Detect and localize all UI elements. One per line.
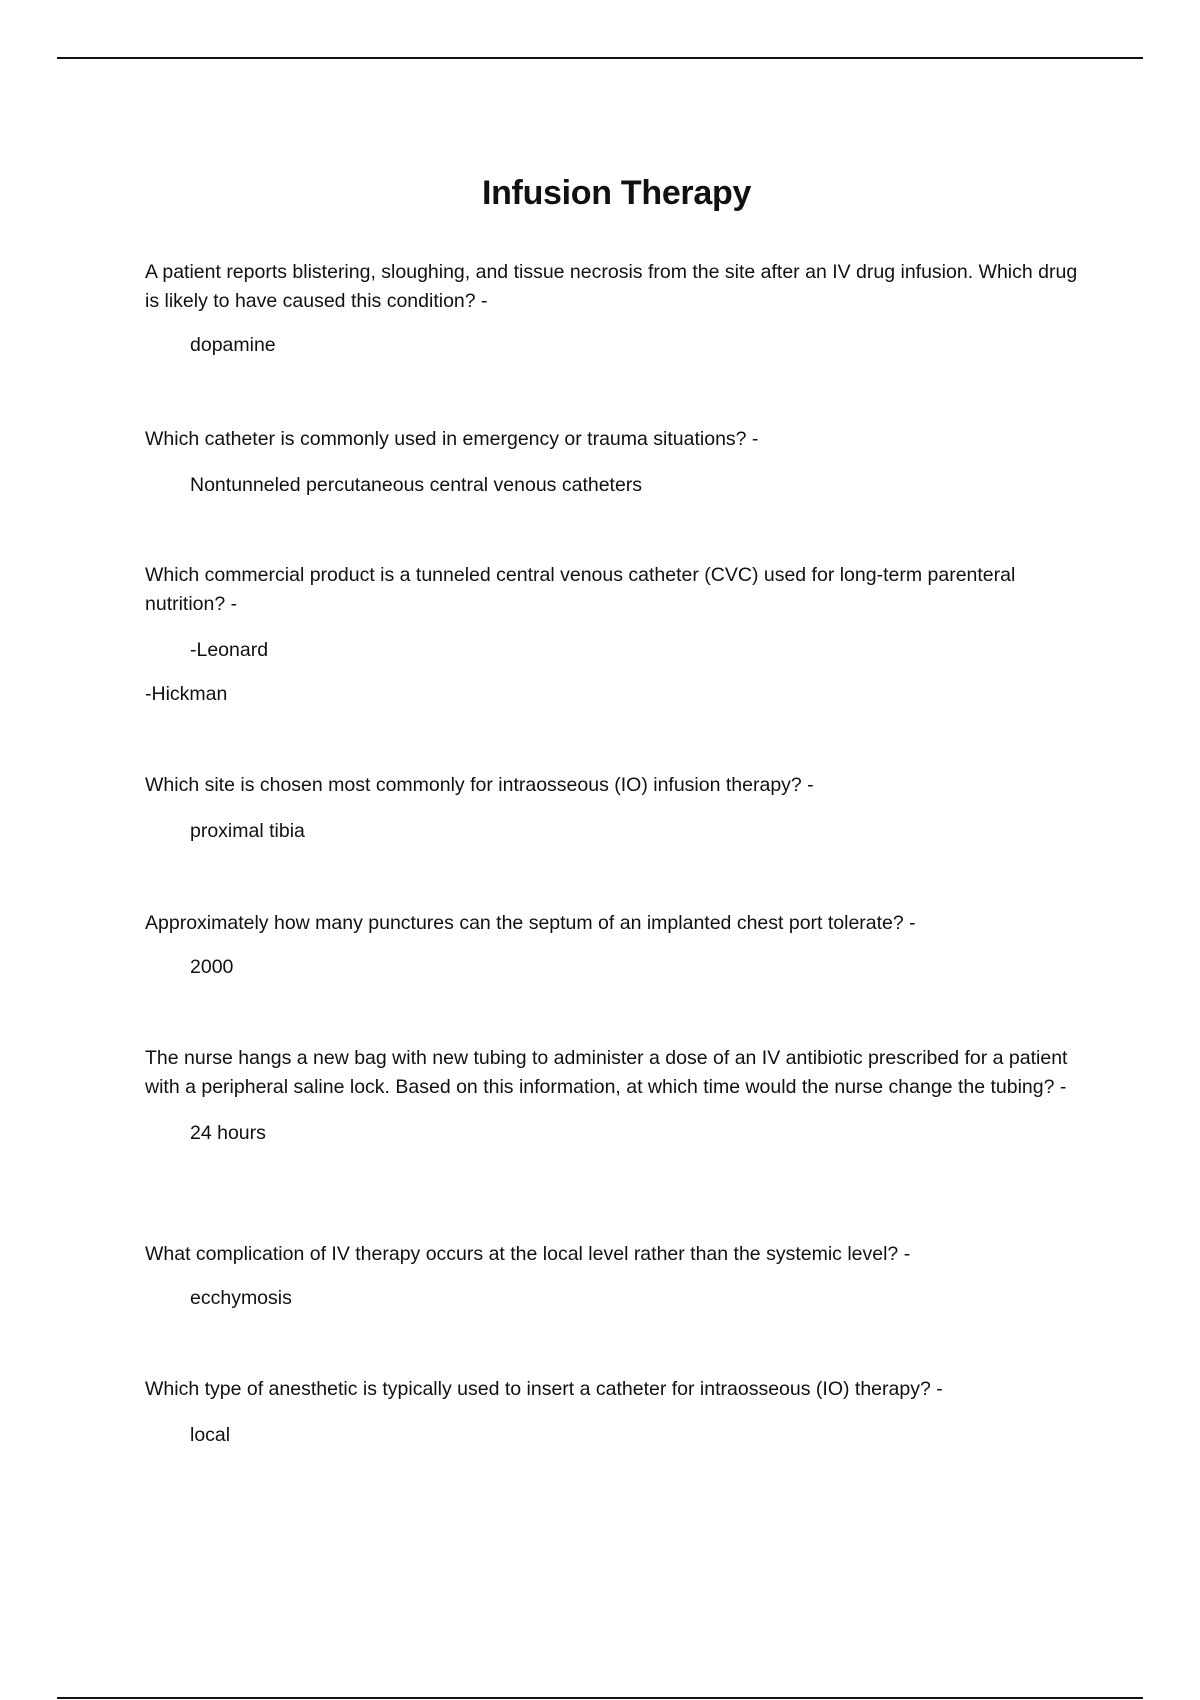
question-1: A patient reports blistering, sloughing, and tissue necrosis from the site after an IV drug infusion. Which drug is likely to have caused this condition? -: [145, 261, 1078, 312]
answer-2: Nontunneled percutaneous central venous catheters: [190, 474, 643, 496]
answer-4: proximal tibia: [190, 820, 305, 842]
qa-item-7: [145, 1240, 1085, 1313]
qa-item-8: [145, 1375, 1085, 1450]
qa-item-2: [145, 425, 1085, 500]
answer-7: ecchymosis: [190, 1287, 292, 1309]
qa-item-4: [145, 771, 1085, 846]
qa-item-1: [145, 258, 1085, 360]
answer-3: -Leonard: [190, 639, 269, 661]
answer-1: dopamine: [190, 334, 276, 356]
answer-6: 24 hours: [190, 1122, 266, 1144]
question-3: Which commercial product is a tunneled central venous catheter (CVC) used for long-term parenteral nutrition? -: [145, 564, 1016, 615]
question-6: The nurse hangs a new bag with new tubing to administer a dose of an IV antibiotic prescribed for a patient with a peripheral saline lock. Based on this information, at which time would the nurse change the tubing? -: [145, 1047, 1068, 1098]
qa-item-6: [145, 1044, 1085, 1148]
qa-item-3: [145, 561, 1085, 709]
answer-8: local: [190, 1424, 231, 1446]
question-8: Which type of anesthetic is typically used to insert a catheter for intraosseous (IO) therapy? -: [145, 1378, 943, 1400]
qa-item-5: [145, 909, 1085, 982]
answer-5: 2000: [190, 956, 234, 978]
question-5: Approximately how many punctures can the septum of an implanted chest port tolerate? -: [145, 912, 916, 934]
document-title: Infusion Therapy: [481, 173, 752, 212]
header-rule: [57, 57, 1143, 59]
footer-rule: [57, 1697, 1143, 1699]
question-2: Which catheter is commonly used in emergency or trauma situations? -: [145, 428, 759, 450]
answer-3-extra: -Hickman: [145, 683, 228, 705]
question-4: Which site is chosen most commonly for intraosseous (IO) infusion therapy? -: [145, 774, 814, 796]
question-7: What complication of IV therapy occurs at the local level rather than the systemic level? -: [145, 1243, 911, 1265]
